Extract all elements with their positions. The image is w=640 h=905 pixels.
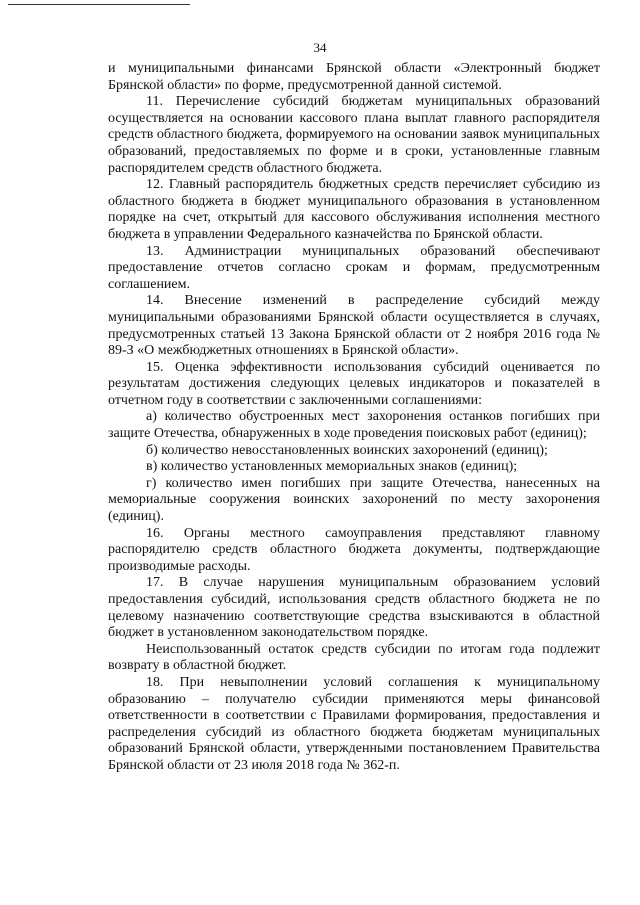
paragraph-15: 15. Оценка эффективности использования субсидий оценивается по результатам достижения следующих целевых индикаторов и показателей в отчетном году в соответствии с заключенными соглашениями: <box>108 359 600 408</box>
paragraph-13: 13. Администрации муниципальных образований обеспечивают предоставление отчетов согласно срокам и формам, предусмотренным соглашением. <box>108 243 600 292</box>
paragraph-14: 14. Внесение изменений в распределение субсидий между муниципальными образованиями Брянской области осуществляется в случаях, предусмотренных статьей 13 Закона Брянской области от 2 ноября 2016 года № 89-З «О межбюджетных отношениях в Брянской области». <box>108 293 600 359</box>
paragraph-12: 12. Главный распорядитель бюджетных средств перечисляет субсидию из областного бюджета в бюджет муниципального образования в установленном порядке на счет, открытый для кассового обслуживания исполнения местного бюджета в управлении Федерального казначейства по Брянской области. <box>108 177 600 242</box>
paragraph-16: 16. Органы местного самоуправления представляют главному распорядителю средств областного бюджета документы, подтверждающие производимые расходы. <box>108 525 600 574</box>
list-item-b: б) количество невосстановленных воинских захоронений (единиц); <box>146 442 548 458</box>
paragraph-11: 11. Перечисление субсидий бюджетам муниципальных образований осуществляется на основании кассового плана выплат главного распорядителя средств областного бюджета, формируемого на основании заявок муниципальных образований, предоставляемых по форме и в сроки, установленные главным распорядителем средств областного бюджета. <box>108 94 600 176</box>
page-number: 34 <box>313 40 327 55</box>
document-body <box>108 61 600 775</box>
list-item-a: а) количество обустроенных мест захоронения останков погибших при защите Отечества, обнаруженных в ходе проведения поисковых работ (единиц); <box>108 409 600 442</box>
paragraph-continuation: и муниципальными финансами Брянской области «Электронный бюджет Брянской области» по форме, предусмотренной данной системой. <box>108 61 600 93</box>
paragraph-17-remainder: Неиспользованный остаток средств субсидии по итогам года подлежит возврату в областной бюджет. <box>108 641 600 674</box>
list-item-g: г) количество имен погибших при защите Отечества, нанесенных на мемориальные сооружения воинских захоронений по месту захоронения (единиц). <box>108 475 600 525</box>
paragraph-18: 18. При невыполнении условий соглашения к муниципальному образованию – получателю субсидии применяются меры финансовой ответственности в соответствии с Правилами формирования, предоставления и распределения субсидий из областного бюджета бюджетам муниципальных образований Брянской области, утвержденными постановлением Правительства Брянской области от 23 июля 2018 года № 362-п. <box>108 674 600 773</box>
paragraph-17: 17. В случае нарушения муниципальным образованием условий предоставления субсидий, использования средств областного бюджета не по целевому назначению соответствующие средства взыскиваются в областной бюджет в установленном законодательством порядке. <box>108 575 600 641</box>
list-item-v: в) количество установленных мемориальных знаков (единиц); <box>146 459 518 475</box>
header-rule <box>8 4 190 5</box>
